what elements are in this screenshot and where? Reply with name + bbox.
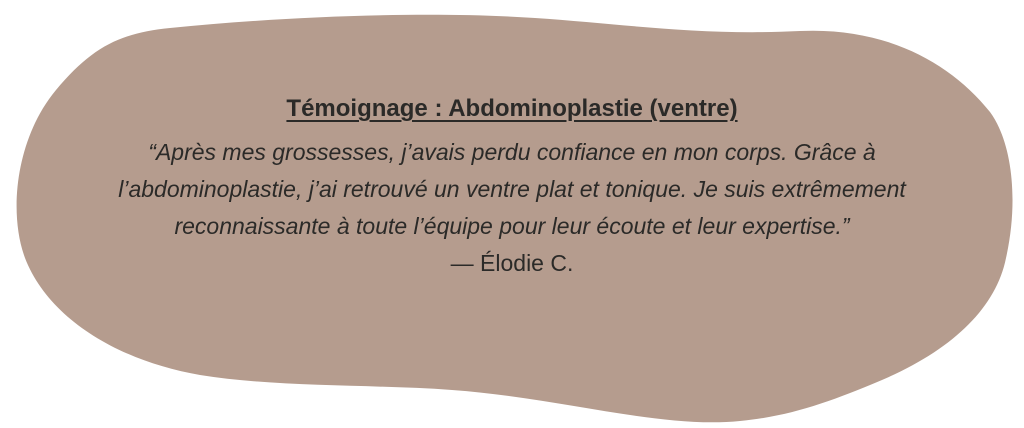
testimonial-quote: “Après mes grossesses, j’avais perdu confiance en mon corps. Grâce à l’abdominoplastie, j’ai retrouvé un ventre plat et tonique. Je suis extrêmement reconnaissante à toute l’équipe pour leur écoute et leur expertise.” bbox=[118, 139, 906, 239]
testimonial-attribution: — Élodie C. bbox=[450, 250, 574, 276]
testimonial-content bbox=[82, 94, 942, 282]
testimonial-title: Témoignage : Abdominoplastie (ventre) bbox=[286, 95, 738, 122]
